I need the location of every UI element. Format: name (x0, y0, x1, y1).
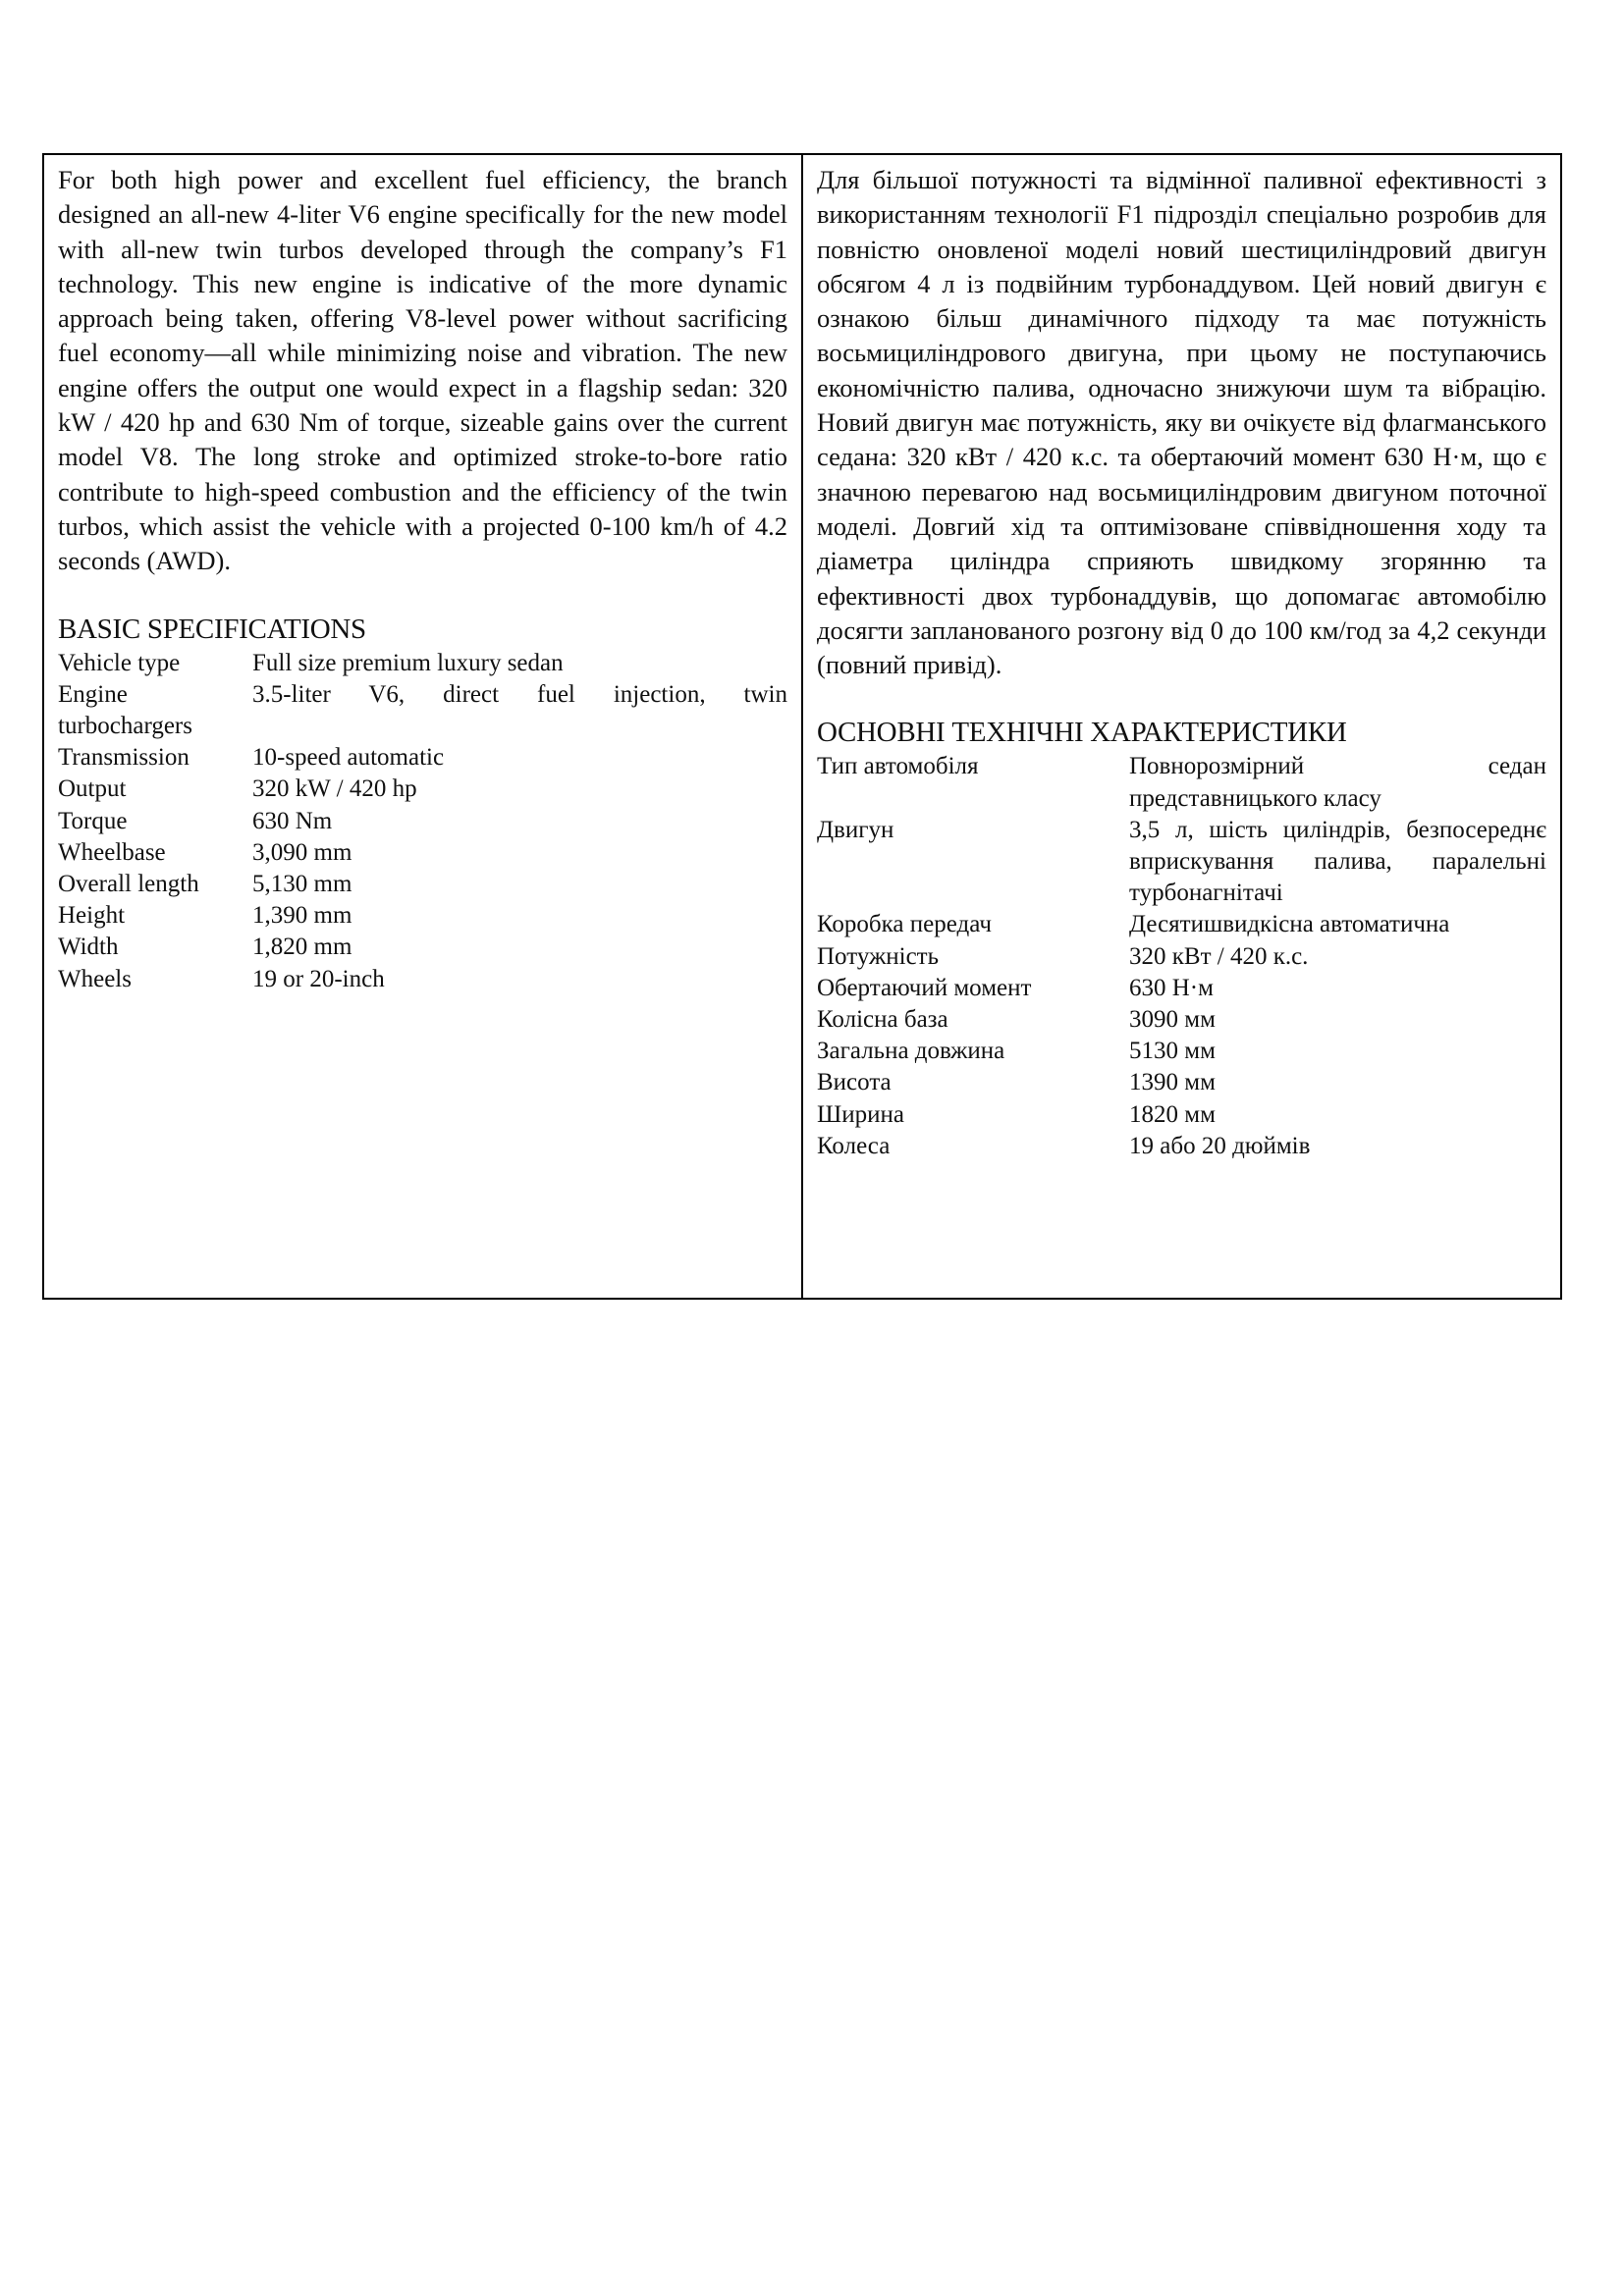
spec-row-height (58, 900, 787, 932)
spec-value: 1390 мм (1129, 1069, 1216, 1096)
spec-row-width (58, 932, 787, 963)
spec-row-engine (58, 679, 787, 742)
spec-label: Загальна довжина (817, 1038, 1005, 1065)
english-spec-heading: BASIC SPECIFICATIONS (58, 613, 366, 645)
spec-value: 630 Н·м (1129, 974, 1214, 1001)
spec-value: 1,820 mm (252, 934, 352, 961)
spec-label: Обертаючий момент (817, 974, 1032, 1001)
spec-row-torque (817, 973, 1546, 1004)
english-spec-list (58, 648, 787, 995)
spec-value: Десятишвидкісна автоматична (1129, 911, 1450, 938)
spec-label: Ширина (817, 1100, 904, 1128)
spec-row-transmission (58, 742, 787, 774)
spec-label: Vehicle type (58, 649, 181, 676)
english-paragraph: For both high power and excellent fuel efficiency, the branch designed an all-new 4-liter V6 engine specifically for the new model with all-new twin turbos developed through the company’s F1 technology. This new engine is indicative of the more dynamic approach being taken, offering V8-level power without sacrificing fuel economy—all while minimizing noise and vibration. The new engine offers the output one would expect in a flagship sedan: 320 kW / 420 hp and 630 Nm of torque, sizeable gains over the current model V8. The long stroke and optimized stroke-to-bore ratio contribute to high-speed combustion and the efficiency of the twin turbos, which assist the vehicle with a projected 0-100 km/h of 4.2 seconds (AWD). (58, 165, 787, 576)
spec-row-output (58, 774, 787, 805)
spec-row-engine (817, 815, 1546, 910)
spec-value: Full size premium luxury sedan (252, 649, 564, 676)
ukrainian-column (803, 155, 1560, 1298)
spec-value: Повнорозмірний седан представницького класу (1129, 753, 1546, 812)
spec-row-transmission (817, 909, 1546, 940)
spec-value: 1820 мм (1129, 1100, 1216, 1128)
spec-row-wheels (817, 1131, 1546, 1162)
spec-value-continuation: turbochargers (58, 712, 192, 739)
spec-label: Тип автомобіля (817, 753, 979, 780)
spec-row-vehicle-type (58, 648, 787, 679)
spec-value: 3,5 л, шість циліндрів, безпосереднє вприскування палива, паралельні турбонагнітачі (1129, 816, 1546, 907)
spec-label: Overall length (58, 870, 199, 897)
spec-value: 3,090 mm (252, 838, 352, 866)
spec-label: Двигун (817, 816, 894, 843)
spec-row-wheels (58, 964, 787, 995)
spec-value: 320 кВт / 420 к.с. (1129, 942, 1309, 970)
ukrainian-paragraph: Для більшої потужності та відмінної паливної ефективності з використанням технології F1 підрозділ спеціально розробив для повністю оновленої моделі новий шестициліндровий двигун обсягом 4 л із подвійним турбонаддувом. Цей новий двигун є ознакою більш динамічного підходу та має потужність восьмициліндрового двигуна, при цьому не поступаючись економічністю палива, одночасно знижуючи шум та вібрацію. Новий двигун має потужність, яку ви очікуєте від флагманського седана: 320 кВт / 420 к.с. та обертаючий момент 630 Н·м, що є значною перевагою над восьмициліндровим двигуном поточної моделі. Довгий хід та оптимізоване співвідношення ходу та діаметра циліндра сприяють швидкому згорянню та ефективності двох турбонаддувів, що допомагає автомобілю досягти запланованого розгону від 0 до 100 км/год за 4,2 секунди (повний привід). (817, 165, 1546, 680)
spec-row-vehicle-type (817, 751, 1546, 814)
spec-label: Висота (817, 1069, 892, 1096)
spec-label: Колісна база (817, 1006, 948, 1034)
spec-row-overall-length (817, 1036, 1546, 1067)
spec-label: Engine (58, 680, 128, 708)
spec-value: 630 Nm (252, 807, 333, 834)
spec-value: 19 або 20 дюймів (1129, 1132, 1311, 1159)
english-column (44, 155, 803, 1298)
spec-label: Transmission (58, 744, 189, 772)
spec-value: 3.5-liter V6, direct fuel injection, twin (252, 680, 787, 708)
spec-value: 3090 мм (1129, 1006, 1216, 1034)
spec-label: Torque (58, 807, 128, 834)
spec-row-overall-length (58, 869, 787, 900)
spec-label: Wheelbase (58, 838, 166, 866)
spec-label: Потужність (817, 942, 940, 970)
spec-label: Height (58, 902, 126, 930)
spec-row-height (817, 1067, 1546, 1098)
spec-label: Колеса (817, 1132, 891, 1159)
spec-row-output (817, 941, 1546, 973)
ukrainian-spec-list (817, 751, 1546, 1162)
spec-row-wheelbase (817, 1004, 1546, 1036)
spec-value: 1,390 mm (252, 902, 352, 930)
spec-label: Width (58, 934, 119, 961)
spec-value: 5130 мм (1129, 1038, 1216, 1065)
spec-value: 320 kW / 420 hp (252, 775, 417, 803)
spec-row-width (817, 1099, 1546, 1131)
spec-row-wheelbase (58, 837, 787, 869)
bilingual-table (42, 153, 1562, 1300)
spec-value: 19 or 20-inch (252, 965, 385, 992)
spec-label: Wheels (58, 965, 132, 992)
spec-row-torque (58, 806, 787, 837)
spec-label: Output (58, 775, 127, 803)
spec-label: Коробка передач (817, 911, 992, 938)
ukrainian-spec-heading: ОСНОВНІ ТЕХНІЧНІ ХАРАКТЕРИСТИКИ (817, 717, 1347, 749)
spec-value: 10-speed automatic (252, 744, 445, 772)
spec-value: 5,130 mm (252, 870, 352, 897)
